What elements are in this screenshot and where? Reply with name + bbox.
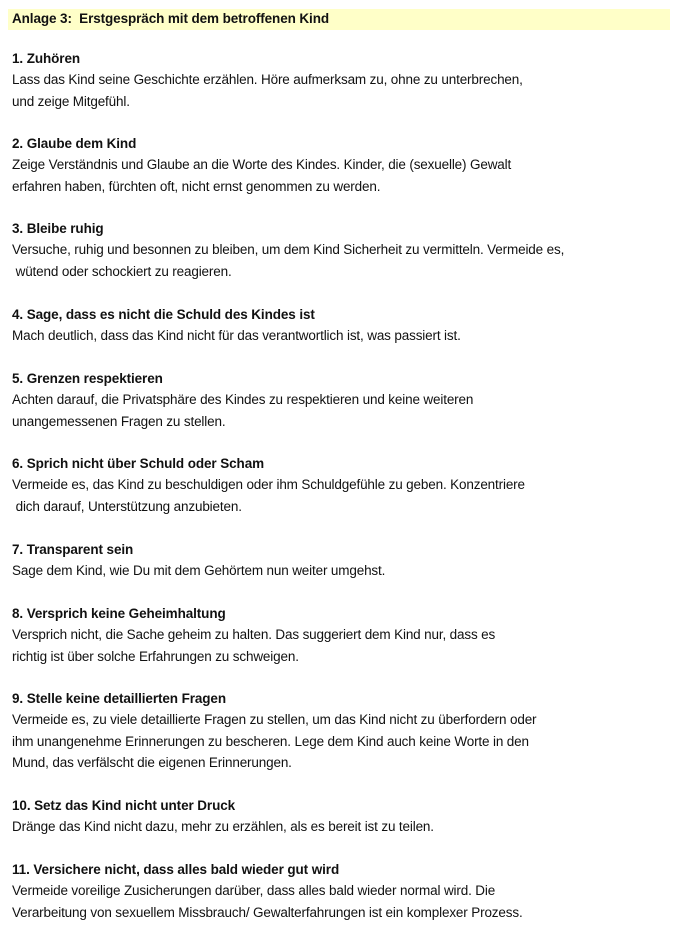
section-heading: 4. Sage, dass es nicht die Schuld des Kindes ist xyxy=(12,307,315,322)
section-heading: 6. Sprich nicht über Schuld oder Scham xyxy=(12,456,265,471)
section-heading: 9. Stelle keine detaillierten Fragen xyxy=(12,691,226,706)
section-heading: 3. Bleibe ruhig xyxy=(12,221,104,236)
section-text-line: Versprich nicht, die Sache geheim zu halten. Das suggeriert dem Kind nur, dass es xyxy=(12,627,496,642)
section-text-line: Dränge das Kind nicht dazu, mehr zu erzählen, als es bereit ist zu teilen. xyxy=(12,819,434,834)
section-heading: 10. Setz das Kind nicht unter Druck xyxy=(12,798,236,813)
section-heading: 1. Zuhören xyxy=(12,51,81,66)
section-text-line: dich darauf, Unterstützung anzubieten. xyxy=(12,498,242,514)
section-heading: 2. Glaube dem Kind xyxy=(12,136,137,151)
section-heading: 11. Versichere nicht, dass alles bald wieder gut wird xyxy=(12,862,340,877)
section-text-line: Vermeide voreilige Zusicherungen darüber, dass alles bald wieder normal wird. Die xyxy=(12,883,496,898)
section-text-line: Lass das Kind seine Geschichte erzählen. Höre aufmerksam zu, ohne zu unterbrechen, xyxy=(12,72,523,87)
section-text-line: erfahren haben, fürchten oft, nicht ernst genommen zu werden. xyxy=(12,178,381,194)
section-1 xyxy=(12,48,677,112)
section-4 xyxy=(12,304,677,347)
section-5 xyxy=(12,368,677,432)
section-text-line: Mund, das verfälscht die eigenen Erinnerungen. xyxy=(12,755,292,770)
section-11 xyxy=(12,859,677,923)
section-9 xyxy=(12,688,677,774)
section-2 xyxy=(12,133,677,197)
document-title: Anlage 3: Erstgespräch mit dem betroffenen Kind xyxy=(12,11,330,26)
section-text-line: richtig ist über solche Erfahrungen zu schweigen. xyxy=(12,648,299,664)
section-text-line: wütend oder schockiert zu reagieren. xyxy=(12,263,232,279)
section-8 xyxy=(12,603,677,667)
section-heading: 7. Transparent sein xyxy=(12,542,134,557)
section-text-line: ihm unangenehme Erinnerungen zu bescheren. Lege dem Kind auch keine Worte in den xyxy=(12,733,529,749)
section-text-line: Vermeide es, zu viele detaillierte Fragen zu stellen, um das Kind nicht zu überfordern oder xyxy=(12,712,537,727)
section-text-line: Sage dem Kind, wie Du mit dem Gehörtem nun weiter umgehst. xyxy=(12,563,386,578)
section-text-line: Zeige Verständnis und Glaube an die Worte des Kindes. Kinder, die (sexuelle) Gewalt xyxy=(12,157,512,172)
section-6 xyxy=(12,453,677,517)
section-heading: 5. Grenzen respektieren xyxy=(12,371,163,386)
section-text-line: und zeige Mitgefühl. xyxy=(12,93,130,109)
section-text-line: unangemessenen Fragen zu stellen. xyxy=(12,413,226,429)
section-text-line: Versuche, ruhig und besonnen zu bleiben, um dem Kind Sicherheit zu vermitteln. Vermeide es, xyxy=(12,242,565,257)
section-text-line: Vermeide es, das Kind zu beschuldigen oder ihm Schuldgefühle zu geben. Konzentriere xyxy=(12,477,525,492)
section-3 xyxy=(12,218,677,282)
section-7 xyxy=(12,539,677,582)
section-10 xyxy=(12,795,677,838)
section-text-line: Mach deutlich, dass das Kind nicht für das verantwortlich ist, was passiert ist. xyxy=(12,328,461,343)
section-text-line: Achten darauf, die Privatsphäre des Kindes zu respektieren und keine weiteren xyxy=(12,392,474,407)
section-heading: 8. Versprich keine Geheimhaltung xyxy=(12,606,226,621)
section-text-line: Verarbeitung von sexuellem Missbrauch/ Gewalterfahrungen ist ein komplexer Prozess. xyxy=(12,904,523,920)
